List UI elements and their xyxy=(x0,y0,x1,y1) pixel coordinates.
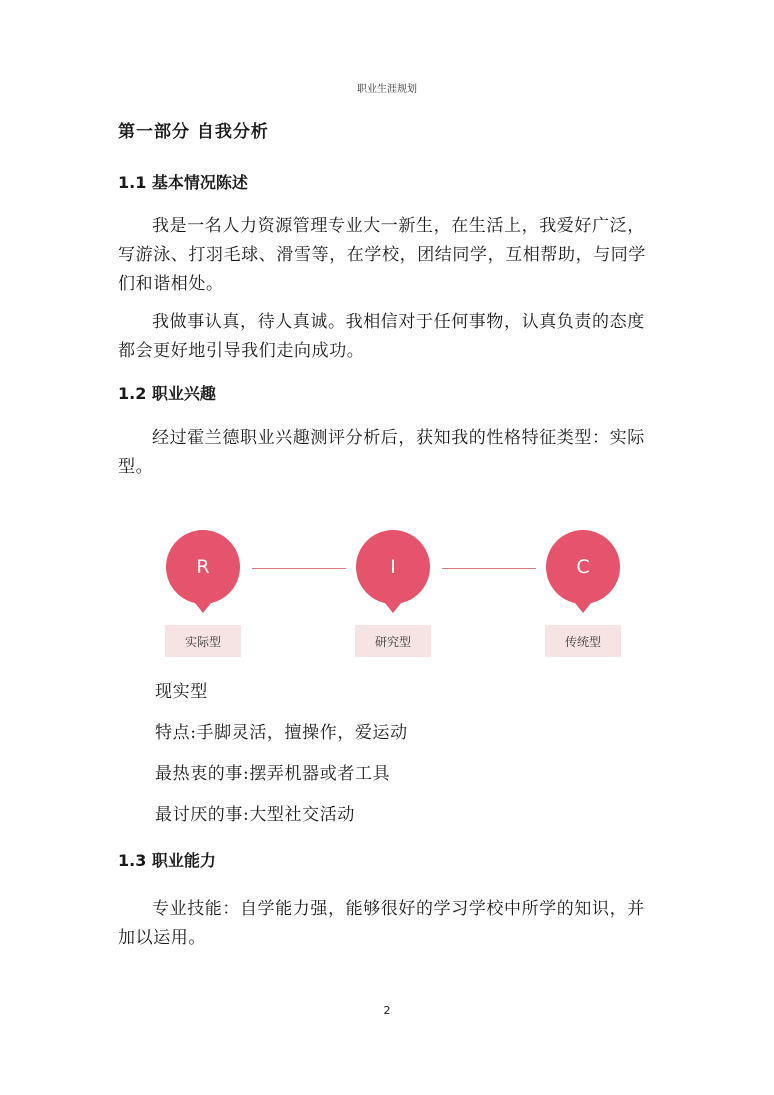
node-c-label-text: 传统型 xyxy=(564,634,601,649)
node-i-letter: I xyxy=(390,556,396,578)
part-title: 第一部分 自我分析 xyxy=(118,122,269,142)
page-number: 2 xyxy=(383,1004,391,1017)
favorite-activity-line: 最热衷的事:摆弄机器或者工具 xyxy=(155,764,391,784)
node-i-label-text: 研究型 xyxy=(374,634,411,649)
basic-info-paragraph-2: 我做事认真，待人真诚。我相信对于任何事物，认真负责的态度都会更好地引导我们走向成功。 xyxy=(118,312,645,361)
node-r xyxy=(166,530,240,604)
page-header: 职业生涯规划 xyxy=(357,84,417,95)
node-c xyxy=(546,530,620,604)
node-c-label xyxy=(545,625,621,657)
node-c-pointer xyxy=(575,603,591,613)
disliked-activity-line: 最讨厌的事:大型社交活动 xyxy=(155,805,355,825)
traits-line: 特点:手脚灵活，擅操作，爱运动 xyxy=(155,723,408,743)
connector-i-c xyxy=(442,568,536,569)
holland-code-diagram xyxy=(160,525,630,665)
node-r-pointer xyxy=(195,603,211,613)
section-1-1-heading: 1.1 基本情况陈述 xyxy=(118,173,248,192)
node-c-letter: C xyxy=(576,556,590,578)
node-i xyxy=(356,530,430,604)
section-1-2-heading: 1.2 职业兴趣 xyxy=(118,384,216,403)
ability-paragraph: 专业技能：自学能力强，能够很好的学习学校中所学的知识，并加以运用。 xyxy=(118,899,645,948)
section-1-3-heading: 1.3 职业能力 xyxy=(118,851,216,870)
connector-r-i xyxy=(252,568,346,569)
type-name-line: 现实型 xyxy=(155,682,208,702)
node-i-pointer xyxy=(385,603,401,613)
node-r-label xyxy=(165,625,241,657)
node-i-label xyxy=(355,625,431,657)
interest-paragraph: 经过霍兰德职业兴趣测评分析后，获知我的性格特征类型：实际型。 xyxy=(118,428,645,477)
node-r-letter: R xyxy=(196,556,210,578)
basic-info-paragraph-1: 我是一名人力资源管理专业大一新生，在生活上，我爱好广泛，写游泳、打羽毛球、滑雪等，在学校，团结同学，互相帮助，与同学们和谐相处。 xyxy=(118,216,646,294)
node-r-label-text: 实际型 xyxy=(184,634,221,649)
